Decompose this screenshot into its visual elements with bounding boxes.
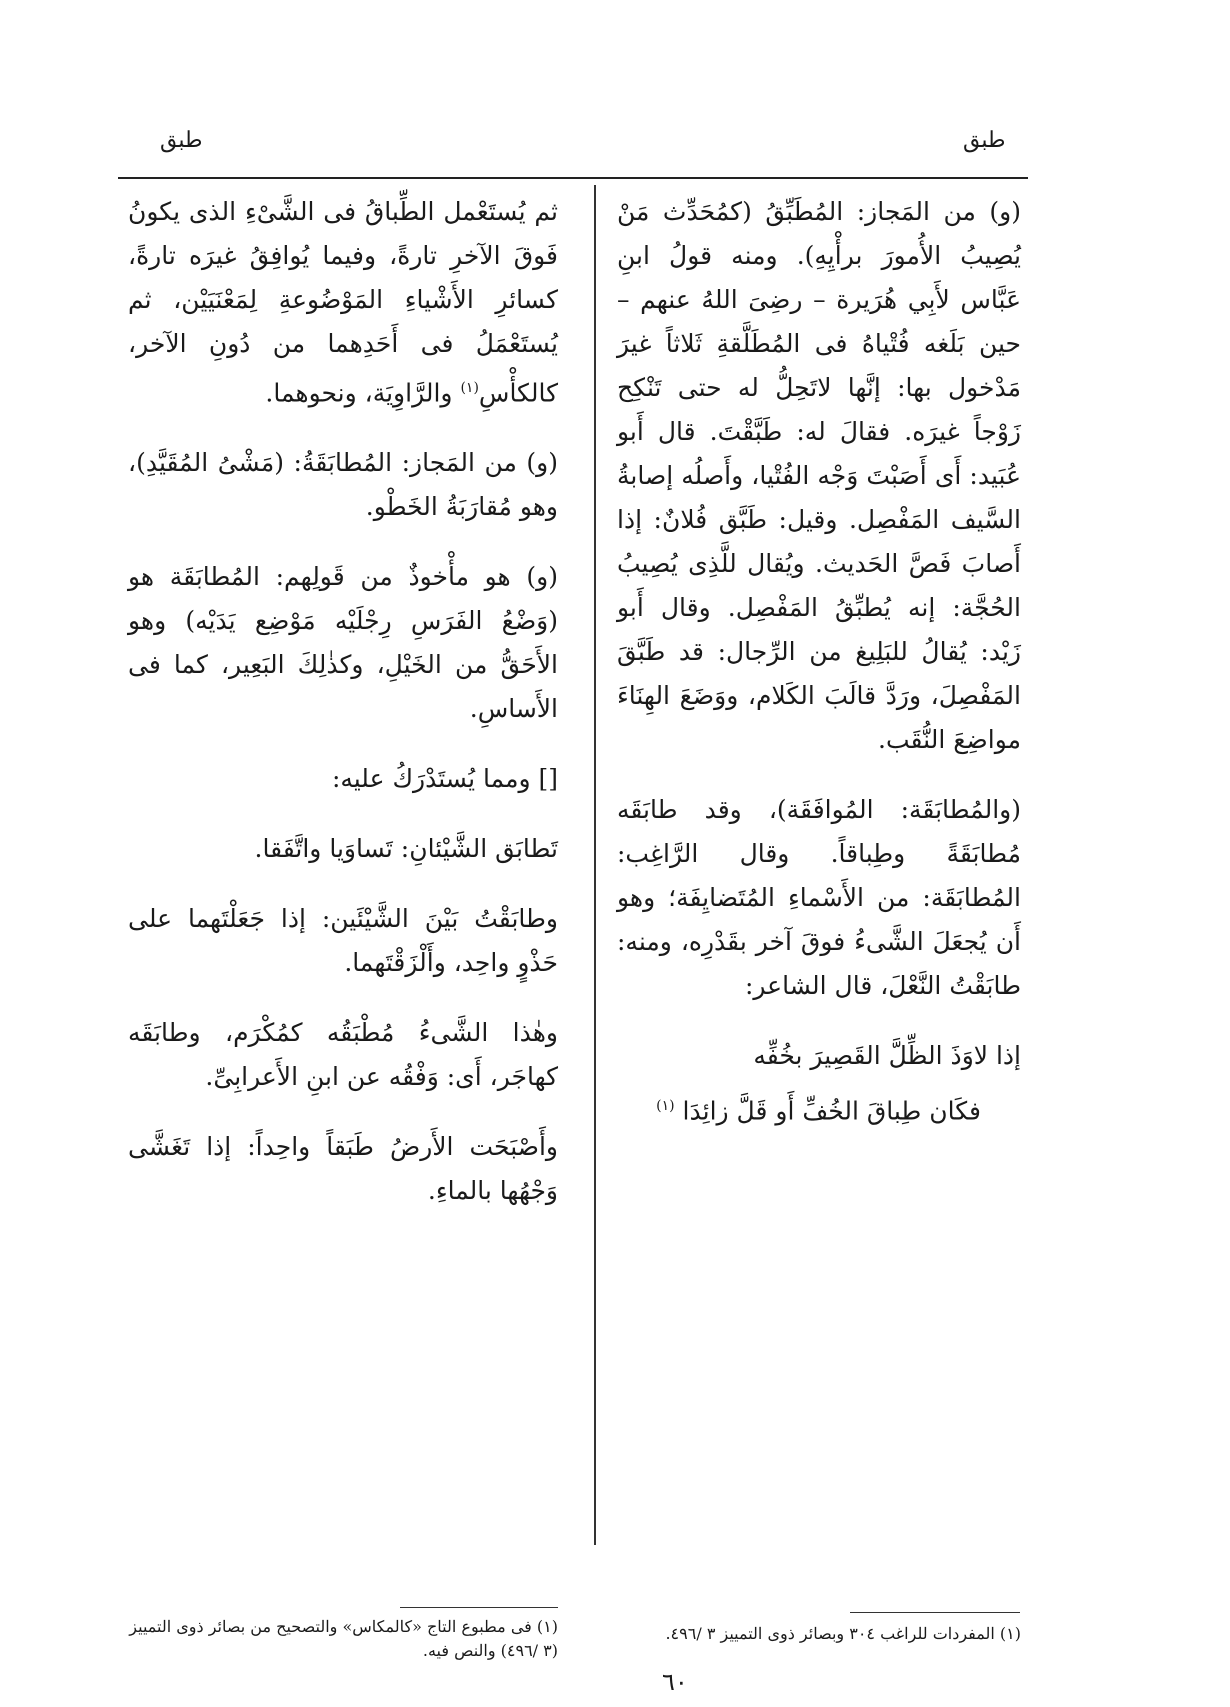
entry-paragraph-1: (و) من المَجاز: المُطَبِّقُ (كمُحَدِّث مَنْ يُصِيبُ الأُمورَ برأْيِهِ). ومنه قولُ ابنِ عَبَّاس لأَبِي هُرَيرة – رضِىَ اللهُ عنهم – حين بَلَغه فُتْياهُ فى المُطَلَّقةِ ثَلاثاً غيرَ مَدْخول بها: إنَّها لاتَحِلُّ له حتى تَنْكِح زَوْجاً غيرَه. فقالَ له: طَبَّقْتَ. قال أَبو عُبَيد: أَى أَصَبْتَ وَجْه الفُتْيا، وأَصلُه إصابةُ السَّيف المَفْصِل. وقيل: طَبَّق فُلانٌ: إذا أَصابَ فَصَّ الحَديث. ويُقال للَّذِى يُصِيبُ الحُجَّة: إنه يُطبِّقُ المَفْصِل. وقال أَبو زَيْد: يُقالُ للبَلِيغ من الرِّجال: قد طَبَّقَ المَفْصِلَ، ورَدَّ قالَبَ الكَلام، ووَضَعَ الهِنَاءَ مواضِعَ النُّقَب. <box>617 197 1021 754</box>
entry-paragraph-10: وأَصْبَحَت الأَرضُ طَبَقاً واحِداً: إذا تَغَشَّى وَجْهُها بالماءِ. <box>128 1132 558 1206</box>
entry-paragraph-8: وطابَقْتُ بَيْنَ الشَّيْئَين: إذا جَعَلْتَهما على حَذْوٍ واحِد، وأَلْزَقْتَهما. <box>128 904 558 978</box>
paragraph-text: ثم يُستَعْمل الطِّباقُ فى الشَّىْءِ الذى يكونُ فَوقَ الآخرِ تارةً، وفيما يُوافِقُ غيرَه تارةً، كسائرِ الأَشْياءِ المَوْضُوعةِ لِمَعْنَيَيْن، ثم يُستَعْمَلُ فى أَحَدِهما من دُونِ الآخر، كالكأْسِ <box>128 197 558 408</box>
footnote-marker: (١) <box>656 1098 675 1114</box>
verse-line-1: إذا لاوَذَ الظِّلَّ القَصِيرَ بخُفِّه <box>753 1041 1021 1070</box>
entry-paragraph-2: (والمُطابَقَة: المُوافَقَة)، وقد طابَقَه مُطابَقَةً وطِباقاً. وقال الرَّاغِب: المُطابَقَة: من الأَسْماءِ المُتَضايِفَة؛ وهو أَن يُجعَلَ الشَّىءُ فوقَ آخر بقَدْرِه، ومنه: طابَقْتُ النَّعْلَ، قال الشاعر: <box>617 795 1021 1000</box>
column-divider <box>594 185 596 1545</box>
running-header-left: طبق <box>160 128 203 153</box>
right-column <box>617 190 1021 1143</box>
footnote-marker: (١) <box>460 380 479 396</box>
entry-paragraph-9: وهٰذا الشَّىءُ مُطْبَقُه كمُكْرَم، وطابَقَه كهاجَر، أَى: وَفْقُه عن ابنِ الأَعرابِىِّ. <box>128 1018 558 1092</box>
verse-line-2-text: فكَان طِباقَ الخُفِّ أَو قَلَّ زائِدَا <box>682 1096 981 1126</box>
footnote-rule-right <box>850 1612 1020 1613</box>
header-rule <box>118 177 1028 179</box>
entry-paragraph-3 <box>128 190 558 415</box>
footnote-rule-left <box>400 1607 558 1608</box>
running-header-right: طبق <box>963 128 1006 153</box>
verse-line-2 <box>617 1084 1021 1133</box>
footnote-left: (١) فى مطبوع التاج «كالمكاس» والتصحيح من بصائر ذوى التمييز (٣ /٤٩٦) والنص فيه. <box>129 1617 558 1660</box>
footnote-right: (١) المفردات للراغب ٣٠٤ وبصائر ذوى التمييز ٣ /٤٩٦. <box>665 1624 1021 1643</box>
paragraph-text-end: والرَّاوِيَة، ونحوهما. <box>265 378 453 408</box>
left-column <box>128 190 558 1239</box>
entry-paragraph-7: تَطابَق الشَّيْئانِ: تَساوَيا واتَّفَقا. <box>254 834 558 864</box>
page-number: ٦٠ <box>662 1668 688 1696</box>
entry-paragraph-6: [] ومما يُستَدْرَكُ عليه: <box>331 764 558 794</box>
entry-paragraph-5: (و) هو مأْخوذٌ من قَولِهم: المُطابَقَة هو (وَضْعُ الفَرَسِ رِجْلَيْه مَوْضِع يَدَيْه) وهو الأَحَقُّ من الخَيْلِ، وكذٰلِكَ البَعِير، كما فى الأَساسِ. <box>128 562 558 724</box>
entry-paragraph-4: (و) من المَجاز: المُطابَقَةُ: (مَشْىُ المُقَيَّدِ)، وهو مُقارَبَةُ الخَطْو. <box>128 448 558 522</box>
